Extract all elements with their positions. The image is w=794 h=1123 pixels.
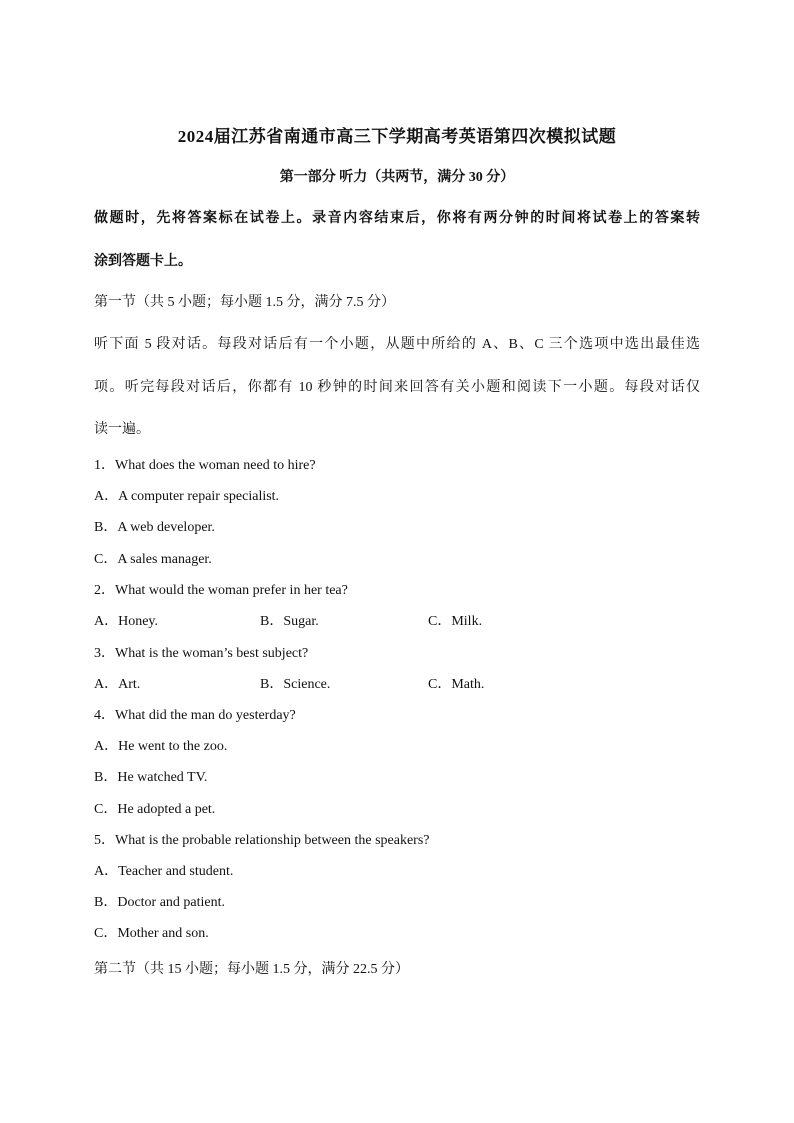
question-1-option-c: C．A sales manager. bbox=[94, 552, 212, 567]
question-4-option-c: C．He adopted a pet. bbox=[94, 802, 216, 817]
question-4-stem: 4．What did the man do yesterday? bbox=[94, 708, 296, 723]
question-2-option-a: A．Honey. bbox=[94, 614, 159, 629]
question-1-option-b: B．A web developer. bbox=[94, 520, 215, 535]
question-5-option-a: A．Teacher and student. bbox=[94, 864, 234, 879]
question-4-option-b: B．He watched TV. bbox=[94, 770, 208, 785]
question-5-option-c: C．Mother and son. bbox=[94, 926, 209, 941]
exam-title: 2024届江苏省南通市高三下学期高考英语第四次模拟试题 bbox=[177, 127, 617, 146]
question-2-option-b: B．Sugar. bbox=[260, 614, 319, 629]
part1-instruction-line2: 涂到答题卡上。 bbox=[94, 254, 192, 269]
question-2-option-c: C．Milk. bbox=[428, 614, 483, 629]
question-3-option-b: B．Science. bbox=[260, 677, 331, 692]
question-3-stem: 3．What is the woman’s best subject? bbox=[94, 646, 309, 661]
question-1-stem: 1．What does the woman need to hire? bbox=[94, 458, 316, 473]
section1-heading: 第一节（共 5 小题；每小题 1.5 分，满分 7.5 分） bbox=[94, 295, 395, 310]
part1-instruction-line1: 做题时，先将答案标在试卷上。录音内容结束后，你将有两分钟的时间将试卷上的答案转 bbox=[94, 211, 700, 226]
section1-directions-line3: 读一遍。 bbox=[94, 422, 150, 437]
section2-heading: 第二节（共 15 小题；每小题 1.5 分，满分 22.5 分） bbox=[94, 962, 409, 977]
question-1-option-a: A．A computer repair specialist. bbox=[94, 489, 280, 504]
part1-heading: 第一部分 听力（共两节，满分 30 分） bbox=[279, 170, 515, 185]
section1-directions-line2: 项。听完每段对话后，你都有 10 秒钟的时间来回答有关小题和阅读下一小题。每段对话仅 bbox=[94, 380, 700, 395]
question-3-option-c: C．Math. bbox=[428, 677, 485, 692]
question-5-option-b: B．Doctor and patient. bbox=[94, 895, 226, 910]
question-4-option-a: A．He went to the zoo. bbox=[94, 739, 228, 754]
question-3-option-a: A．Art. bbox=[94, 677, 141, 692]
question-5-stem: 5．What is the probable relationship between the speakers? bbox=[94, 833, 430, 848]
question-2-stem: 2．What would the woman prefer in her tea? bbox=[94, 583, 348, 598]
section1-directions-line1: 听下面 5 段对话。每段对话后有一个小题，从题中所给的 A、B、C 三个选项中选出最佳选 bbox=[94, 337, 700, 352]
